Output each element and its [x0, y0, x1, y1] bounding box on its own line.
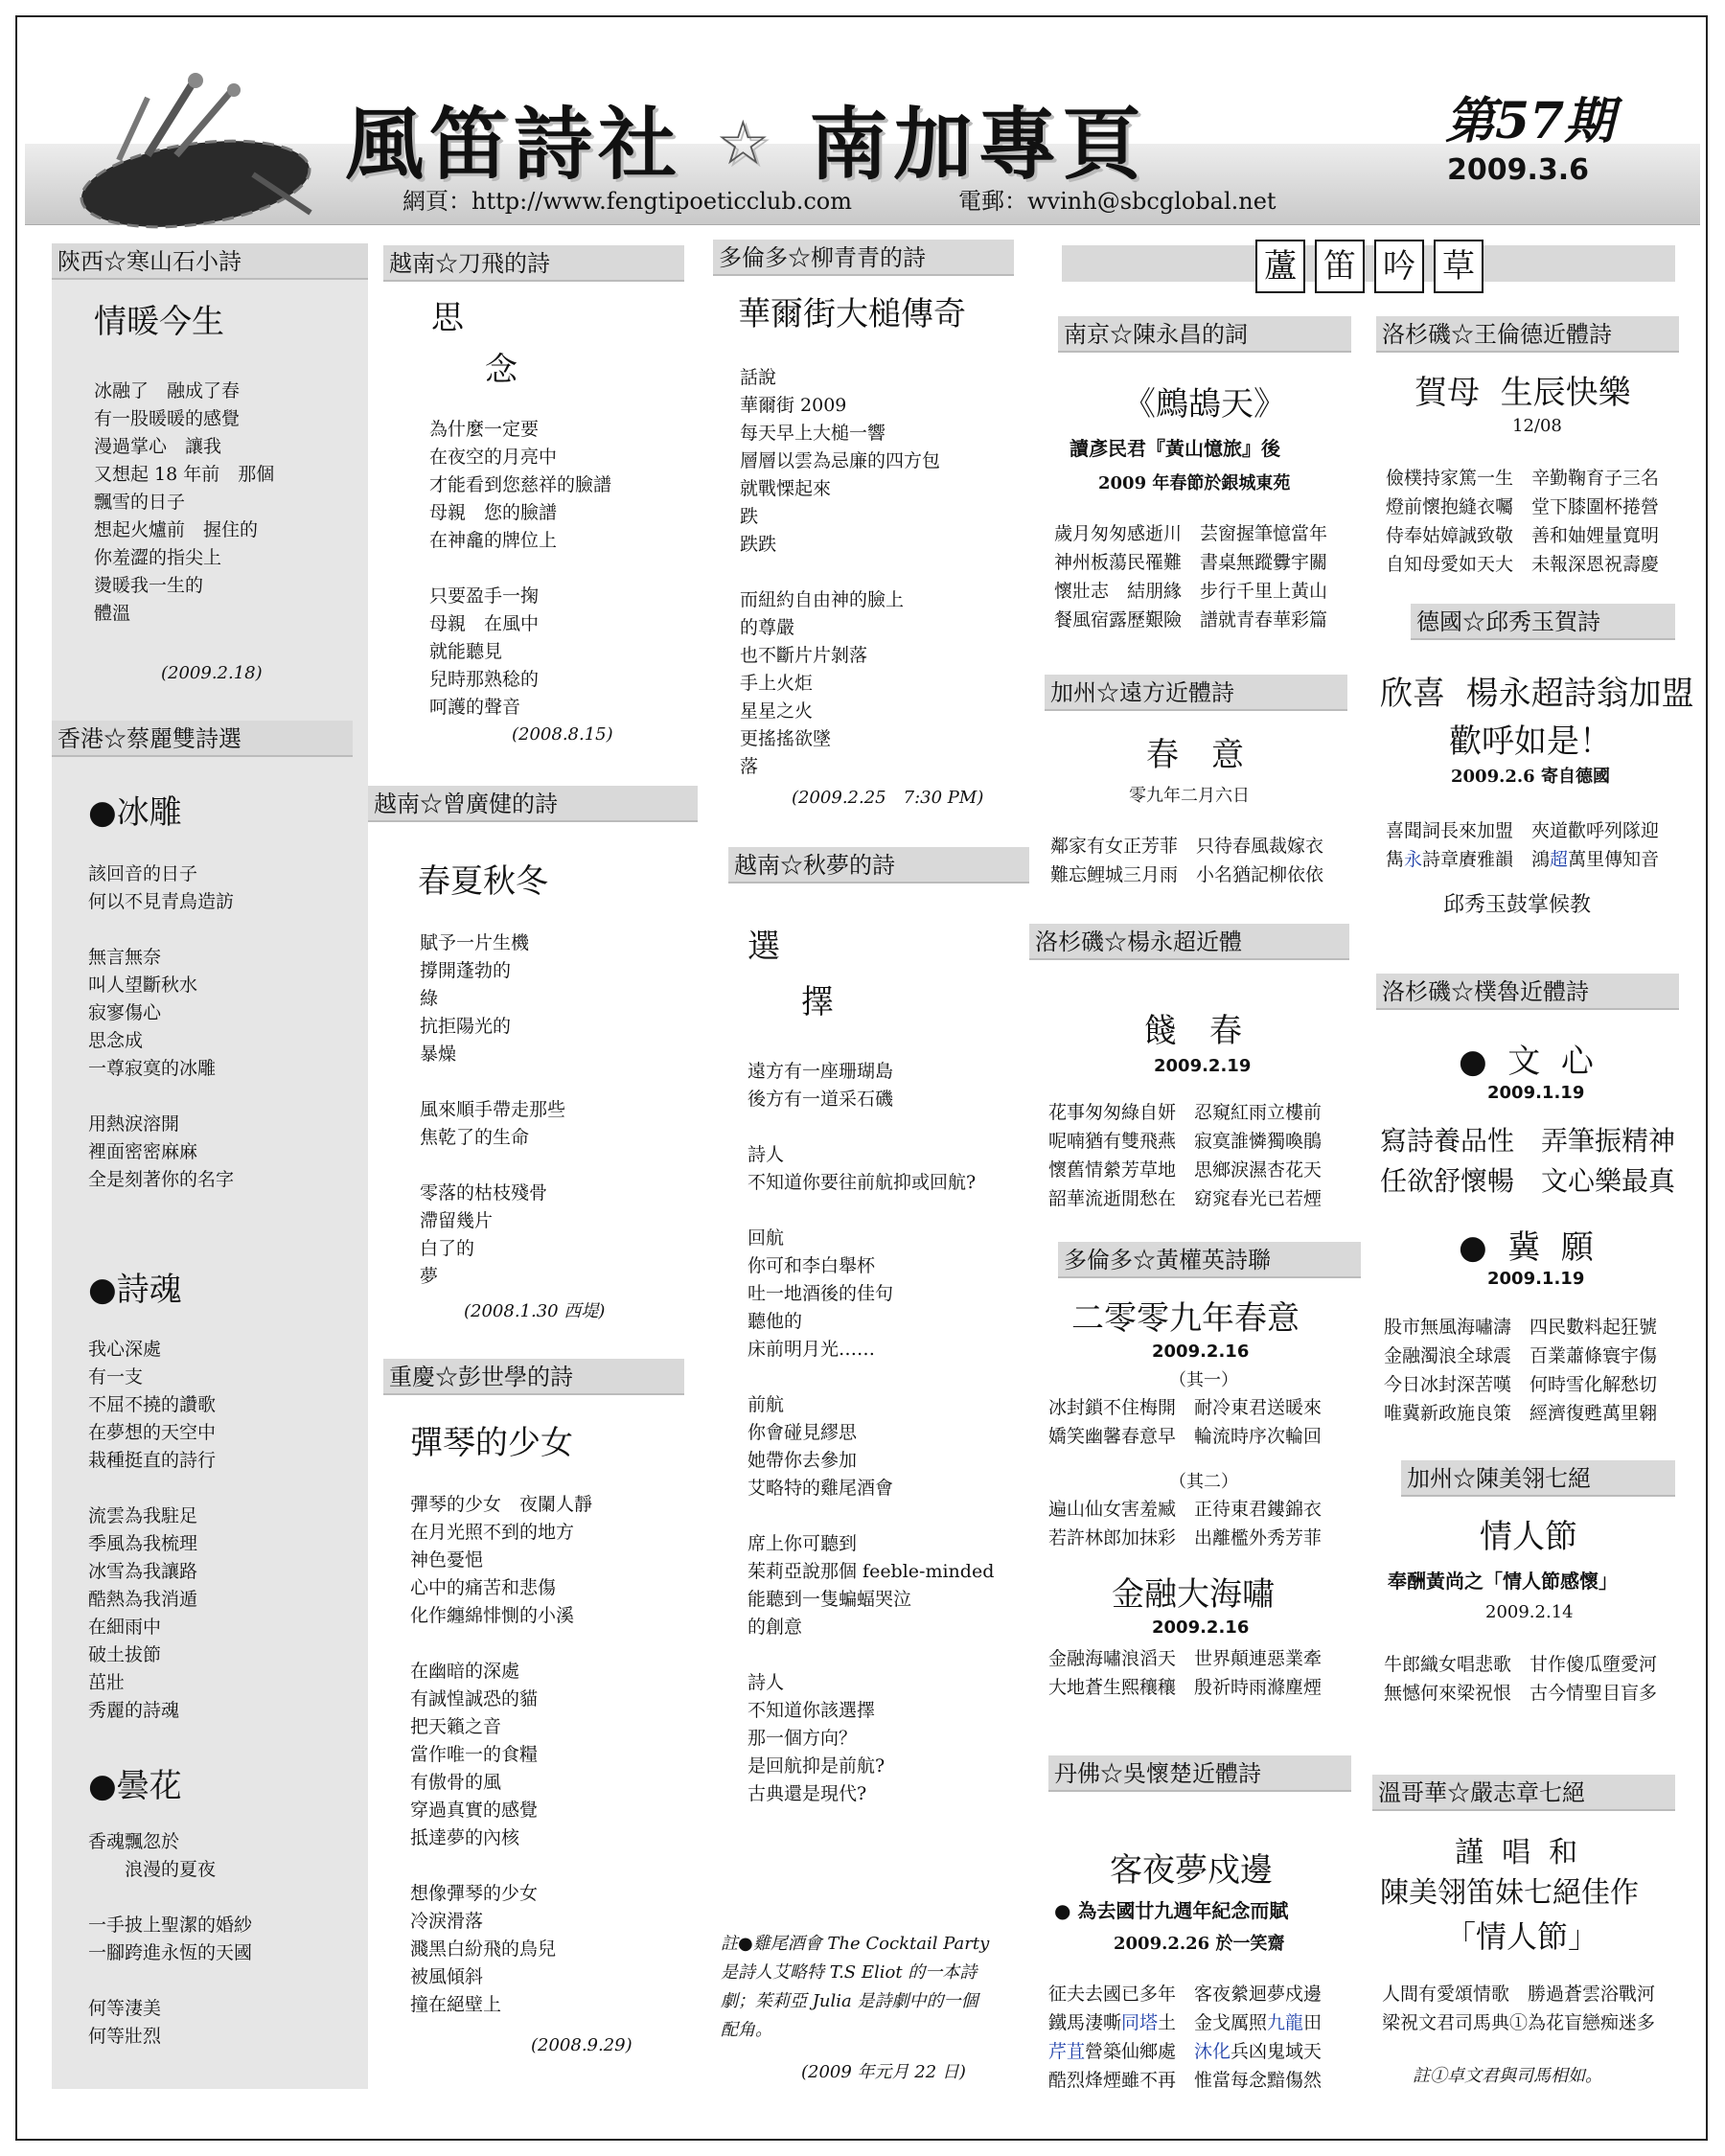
- poem-date: 2009.2.19: [1154, 1056, 1252, 1076]
- poem-date: (2009.2.25 7:30 PM): [792, 788, 984, 808]
- poem-date: 零九年二月六日: [1129, 786, 1250, 806]
- text-run: 雋: [1386, 849, 1405, 870]
- star-icon: ☆: [715, 108, 776, 179]
- website-link[interactable]: 網頁：http://www.fengtipoeticclub.com: [402, 188, 852, 215]
- poem-line: [1048, 2008, 1322, 2037]
- section-header: 洛杉磯☆樸魯近體詩: [1376, 974, 1679, 1010]
- title-left: 風笛詩社: [345, 100, 683, 191]
- poem-title: 華爾街大槌傳奇: [738, 295, 966, 333]
- poem-title: 陳美翎笛妹七絕佳作: [1380, 1876, 1639, 1910]
- poem-date: (2008.1.30 西堤): [464, 1301, 606, 1321]
- poem-body: 歲月匆匆感逝川 芸窗握筆憶當年 神州板蕩民罹難 書桌無蹤釁宇關 懷壯志 結朋緣 步行千里上黃山 餐風宿露歷艱險 譜就青春華彩篇: [1054, 523, 1328, 631]
- footnote: 註①卓文君與司馬相如。: [1413, 2066, 1602, 2086]
- section-header: 越南☆曾廣健的詩: [368, 786, 698, 822]
- section-header: 南京☆陳永昌的詞: [1058, 316, 1351, 353]
- poem-title: 春夏秋冬: [418, 862, 548, 901]
- section-header: 香港☆蔡麗雙詩選: [52, 721, 353, 757]
- text-run: 田: [1303, 2012, 1322, 2033]
- highlight-char: 永: [1404, 849, 1423, 870]
- poem-body: 遠方有一座珊瑚島 後方有一道采石磯 詩人 不知道你要往前航抑或回航? 回航 你可和李白舉杯 吐一地酒後的佳句 聽他的 床前明月光…… 前航 你會碰見繆思 她帶你去參加 艾略特的雞尾酒會 席上你可聽到 茱莉亞說那個 feeble-minded 能聽到一隻蝙蝠哭泣 的創意 詩人 不知道你該選擇 那一個方向？ 是回航抑是前航? 古典還是現代?: [748, 1061, 995, 1804]
- poem-body: 寫詩養品性 弄筆振精神 任欲舒懷暢 文心樂最真: [1380, 1125, 1676, 1197]
- poem-date: (2009.2.18): [161, 663, 263, 683]
- poem-body: 彈琴的少女 夜闌人靜 在月光照不到的地方 神色憂悒 心中的痛苦和悲傷 化作纏綿悱惻的小溪 在幽暗的深處 有誠惶誠恐的貓 把天籟之音 當作唯一的食糧 有傲骨的風 穿過真實的感覺 抵達夢的內核 想像彈琴的少女 冷淚滑落 濺黑白紛飛的鳥兒 被風傾斜 撞在絕壁上: [410, 1494, 593, 2015]
- poem-title: 選: [748, 928, 780, 966]
- section-header: 丹佛☆吳懷楚近體詩: [1048, 1755, 1351, 1792]
- section-header: 越南☆秋夢的詩: [728, 847, 1029, 883]
- poem-subtitle: 2009.2.6 寄自德國: [1451, 767, 1610, 787]
- masthead-title: [345, 82, 1147, 195]
- poem-body: 股市無風海嘯濤 四民數料起狂號 金融濁浪全球震 百業蕭條寰宇傷 今日冰封深苦嘆 何時雪化解愁切 唯冀新政施良策 經濟復甦萬里翱: [1384, 1317, 1658, 1424]
- place-name: 九龍: [1267, 2012, 1304, 2033]
- poem-date: 2009.2.16: [1152, 1342, 1250, 1362]
- bagpipe-logo-icon: [33, 69, 320, 241]
- issue-date: 2009.3.6: [1447, 153, 1590, 187]
- poem-subtitle: 2009.2.26 於一笑齋: [1114, 1934, 1285, 1954]
- poem-body: 儉樸持家篤一生 辛勤鞠育子三名 燈前懷抱縫衣囑 堂下膝圍杯捲營 侍奉姑嫜誠致敬 善和妯娌量寬明 自知母愛如天大 未報深恩祝壽慶: [1386, 468, 1660, 575]
- poem-line: [1048, 2037, 1322, 2066]
- poem-title: 彈琴的少女: [410, 1424, 573, 1462]
- poem-title: 念: [485, 351, 518, 389]
- title-char: 蘆: [1255, 240, 1305, 293]
- poem-title: 歡呼如是！: [1449, 722, 1612, 761]
- issue-number: 第57期: [1445, 92, 1615, 150]
- poem-line: 喜聞詞長來加盟 夾道歡呼列隊迎: [1386, 820, 1660, 841]
- section-header: 洛杉磯☆王倫德近體詩: [1376, 316, 1679, 353]
- poem-date: 2009.1.19: [1487, 1083, 1585, 1103]
- poem-title: 欣喜 楊永超詩翁加盟: [1380, 675, 1694, 713]
- poem-title: 金融大海嘯: [1112, 1575, 1275, 1614]
- title-char: 笛: [1315, 240, 1365, 293]
- title-char: 吟: [1374, 240, 1424, 293]
- section-header: 多倫多☆柳青青的詩: [713, 240, 1014, 276]
- poem-line: [1386, 845, 1659, 874]
- poem-body: 冰封鎖不住梅開 耐冷東君送暖來 嬌笑幽馨春意早 輪流時序次輪回: [1048, 1397, 1322, 1447]
- section-header: 德國☆邱秀玉賀詩: [1411, 604, 1675, 640]
- poem-title: 謹 唱 和: [1455, 1836, 1578, 1869]
- email-link[interactable]: 電郵：wvinh@sbcglobal.net: [958, 188, 1276, 215]
- text-run: 萬里傳知音: [1568, 849, 1660, 870]
- section-header: 多倫多☆黃權英詩聯: [1058, 1242, 1361, 1278]
- poem-body: 鄰家有女正芳菲 只待春風裁嫁衣 難忘鯉城三月雨 小名猶記柳依依: [1050, 836, 1324, 885]
- place-name: 同塔: [1121, 2012, 1159, 2033]
- place-name: 芹苴: [1048, 2041, 1086, 2062]
- poem-date: (2008.8.15): [512, 724, 613, 745]
- text-run: 營築仙鄉處: [1085, 2041, 1195, 2062]
- signature-line: 邱秀玉鼓掌候教: [1443, 893, 1592, 917]
- footnote: 註●雞尾酒會 The Cocktail Party 是詩人艾略特 T.S Eliot 的一本詩 劇；茱莉亞 Julia 是詩劇中的一個 配角。: [721, 1934, 990, 2040]
- poem-subtitle: 奉酬黃尚之「情人節感懷」: [1388, 1570, 1618, 1593]
- poem-date: 2009.2.14: [1485, 1602, 1574, 1622]
- poem-title: 擇: [801, 983, 834, 1021]
- poem-body: 該回音的日子 何以不見青鳥造訪 無言無奈 叫人望斷秋水 寂寥傷心 思念成 一尊寂寞的冰雕 用熱淚溶開 裡面密密麻麻 全是刻著你的名字: [88, 863, 235, 1190]
- title-right: 南加專頁: [809, 100, 1147, 191]
- poem-title: 餞 春: [1144, 1012, 1242, 1050]
- poem-title: 賀母 生辰快樂: [1414, 374, 1631, 412]
- poem-subtitle: 2009 年春節於銀城東苑: [1098, 473, 1291, 493]
- poem-body: 人間有愛頌情歌 勝過蒼雲浴戰河 梁祝文君司馬典①為花盲戀痴迷多: [1382, 1984, 1656, 2033]
- text-run: 鐵馬淒嘶: [1048, 2012, 1122, 2033]
- poem-title: 「情人節」: [1445, 1918, 1599, 1955]
- text-run: 詩章賡雅韻 鴻: [1422, 849, 1551, 870]
- poem-title: 客夜夢戍邊: [1110, 1851, 1273, 1890]
- section-header: 越南☆刀飛的詩: [383, 245, 684, 282]
- section-header: 溫哥華☆嚴志章七絕: [1372, 1775, 1675, 1811]
- poem-title: ●冰雕: [88, 793, 182, 832]
- poem-body: 冰融了 融成了春 有一股暖暖的感覺 漫過掌心 讓我 又想起 18 年前 那個 飄雪的日子 想起火爐前 握住的 你羞澀的指尖上 燙暖我一生的 體溫: [94, 380, 275, 624]
- poem-body: 牛郎織女唱悲歌 甘作傻瓜墮愛河 無憾何來梁祝恨 古今情聖目盲多: [1384, 1654, 1658, 1704]
- place-name: 沐化: [1194, 2041, 1231, 2062]
- poem-date: (2009 年元月 22 日): [801, 2062, 966, 2082]
- poem-title: 二零零九年春意: [1071, 1299, 1300, 1338]
- poem-body: 為什麼一定要 在夜空的月亮中 才能看到您慈祥的臉譜 母親 您的臉譜 在神龕的牌位上 只要盈手一掬 母親 在風中 就能聽見 兒時那熟稔的 呵護的聲音: [429, 419, 612, 718]
- poem-part: （其一）: [1169, 1370, 1238, 1390]
- poem-subtitle: 讀彥民君『黃山憶旅』後: [1070, 437, 1280, 460]
- highlight-char: 超: [1550, 849, 1569, 870]
- poem-date: 2009.2.16: [1152, 1617, 1250, 1638]
- poem-body: 香魂飄忽於 浪漫的夏夜 一手披上聖潔的婚紗 一腳跨進永恆的天國 何等淒美 何等壯烈: [88, 1831, 253, 2047]
- poem-title: 思: [431, 299, 464, 337]
- section-header: 陝西☆寒山石小詩: [52, 243, 368, 280]
- poem-date: 2009.1.19: [1487, 1269, 1585, 1289]
- text-run: 兵凶鬼域天: [1230, 2041, 1322, 2062]
- poem-subtitle: ● 為去國廿九週年紀念而賦: [1054, 1899, 1289, 1922]
- poem-title: ●曇花: [88, 1767, 182, 1805]
- poem-body: 金融海嘯浪滔天 世界顛連惡業牽 大地蒼生熙穰穰 殷祈時雨滌塵煙: [1048, 1648, 1322, 1698]
- poem-title: 情暖今生: [94, 303, 224, 341]
- poem-body: 賦予一片生機 撐開蓬勃的 綠 抗拒陽光的 暴燥 風來順手帶走那些 焦乾了的生命 零落的枯枝殘骨 滯留幾片 白了的 夢: [420, 932, 566, 1287]
- poem-line: 酷烈烽煙雖不再 惟當每念黯傷然: [1048, 2070, 1322, 2091]
- poem-date: (2008.9.29): [531, 2035, 632, 2055]
- section-header: 重慶☆彭世學的詩: [383, 1359, 684, 1395]
- poem-title: 春 意: [1146, 736, 1244, 774]
- poem-line: 征夫去國已多年 客夜縈迴夢戍邊: [1048, 1984, 1322, 2005]
- poem-body: 我心深處 有一支 不屈不撓的讚歌 在夢想的天空中 栽種挺直的詩行 流雲為我駐足 季風為我梳理 冰雪為我讓路 酷熱為我消遁 在細雨中 破土拔節 茁壯 秀麗的詩魂: [88, 1339, 217, 1721]
- poem-body: 話說 華爾街 2009 每天早上大槌一響 層層以雲為忌廉的四方包 就戰慄起來 跌 跌跌 而紐約自由神的臉上 的尊嚴 也不斷片片剝落 手上火炬 星星之火 更搖搖欲墜 落: [740, 367, 941, 777]
- poem-title: ●詩魂: [88, 1271, 182, 1309]
- title-char: 草: [1434, 240, 1484, 293]
- poem-part: （其二）: [1169, 1472, 1238, 1492]
- poem-title: 《鷓鴣天》: [1123, 385, 1286, 424]
- text-run: 土 金戈厲照: [1158, 2012, 1268, 2033]
- section-header: 加州☆遠方近體詩: [1045, 675, 1347, 711]
- poem-body: 遍山仙女害羞臧 正待東君鏤錦衣 若許林郎加抹彩 出離檻外秀芳菲: [1048, 1499, 1322, 1548]
- poem-body: 花事匆匆綠自妍 忍窺紅雨立樓前 呢喃猶有雙飛燕 寂寞誰憐獨喚鵑 懷舊情縈芳草地 思鄉淚濕杏花天 韶華流逝閒愁在 窈窕春光已若煙: [1048, 1102, 1322, 1209]
- section-header: 加州☆陳美翎七絕: [1401, 1460, 1675, 1497]
- poem-title: ● 文 心: [1459, 1043, 1594, 1081]
- poem-title: 情人節: [1480, 1518, 1577, 1556]
- poem-title: ● 冀 願: [1459, 1228, 1594, 1267]
- section-header: 洛杉磯☆楊永超近體: [1029, 924, 1349, 960]
- featured-title: [1255, 240, 1484, 293]
- poem-date: 12/08: [1512, 416, 1562, 436]
